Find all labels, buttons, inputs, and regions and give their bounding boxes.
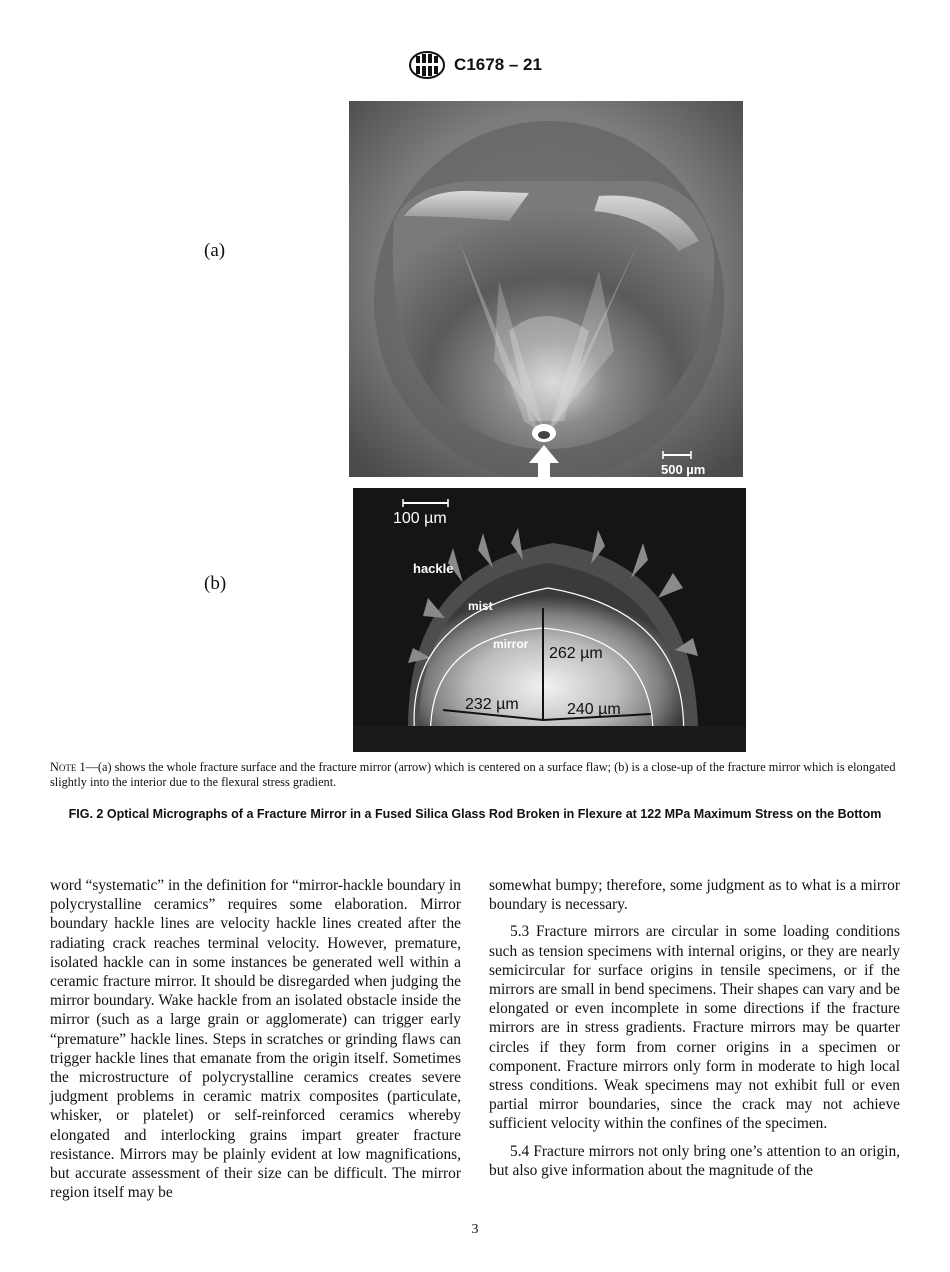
section-5-4-paragraph: 5.4 Fracture mirrors not only bring one’s attention to an origin, but also give information about the magnitude of the [489,1142,900,1179]
note-text: —(a) shows the whole fracture surface and the fracture mirror (arrow) which is centered on a surface flaw; (b) is a close-up of the fracture mirror which is elongated slightly into the interior due to the flexural stress gradient. [50,760,896,789]
right-column [489,876,900,1180]
figure-caption: FIG. 2 Optical Micrographs of a Fracture Mirror in a Fused Silica Glass Rod Broken in Flexure at 122 MPa Maximum Stress on the Bottom [68,807,882,821]
label-hackle: hackle [413,561,454,576]
scale-bar-a-label: 500 µm [661,462,706,477]
micrograph-a [349,101,743,477]
left-paragraph: word “systematic” in the definition for “mirror-hackle boundary in polycrystalline ceramics” requires some elaboration. Mirror boundary hackle lines are velocity hackle lines created after the radiating crack reaches terminal velocity. However, premature, isolated hackle can in some instances be generated well within a ceramic fracture mirror. It should be disregarded when judging the mirror boundary. Wake hackle from an isolated obstacle inside the mirror (such as a large grain or agglomerate) can trigger early “premature” hackle lines. Steps in scratches or grinding flaws can trigger hackle lines that emanate from the origin itself. Sometimes the microstructure of polycrystalline ceramics creates severe judgment problems in ceramic matrix composites (particulate, whisker, or platelet) or self-reinforced ceramics whereby elongated and interlocking grains impart greater fracture resistance. Mirrors may be plainly evident at low magnifications, but accurate assessment of their size can be difficult. The mirror region itself may be [50,877,461,1202]
left-column [50,876,461,1202]
figure-note [50,760,900,790]
panel-a-label: (a) [204,240,226,261]
page-header [0,50,950,80]
page-number: 3 [471,1222,479,1237]
measurement-232: 232 µm [465,696,519,713]
section-5-3-paragraph: 5.3 Fracture mirrors are circular in some loading conditions such as tension specimens with internal origins, or they are nearly semicircular for surface origins in tensile specimens, or if the mirrors are small in bend specimens. Their shapes can vary and be elongated or even incomplete in some directions if the fracture mirrors are in stress gradients. Fracture mirrors may be quarter circles if they form from corner origins in a specimen or component. Fracture mirrors only form in moderate to high local stress conditions. Weak specimens may not exhibit full or even partial mirror boundaries, since the crack may not achieve sufficient velocity within the confines of the specimen. [489,923,900,1133]
astm-logo-icon [408,50,446,80]
label-mist: mist [468,599,493,613]
micrograph-b [353,488,746,752]
standard-designation: C1678 – 21 [454,55,542,74]
note-prefix: Note 1 [50,760,86,774]
panel-b-label: (b) [204,573,227,594]
scale-bar-b-label: 100 µm [393,510,447,527]
measurement-240: 240 µm [567,701,621,718]
label-mirror: mirror [493,637,529,651]
right-paragraph-1: somewhat bumpy; therefore, some judgment as to what is a mirror boundary is necessary. [489,877,900,914]
measurement-262: 262 µm [549,645,603,662]
